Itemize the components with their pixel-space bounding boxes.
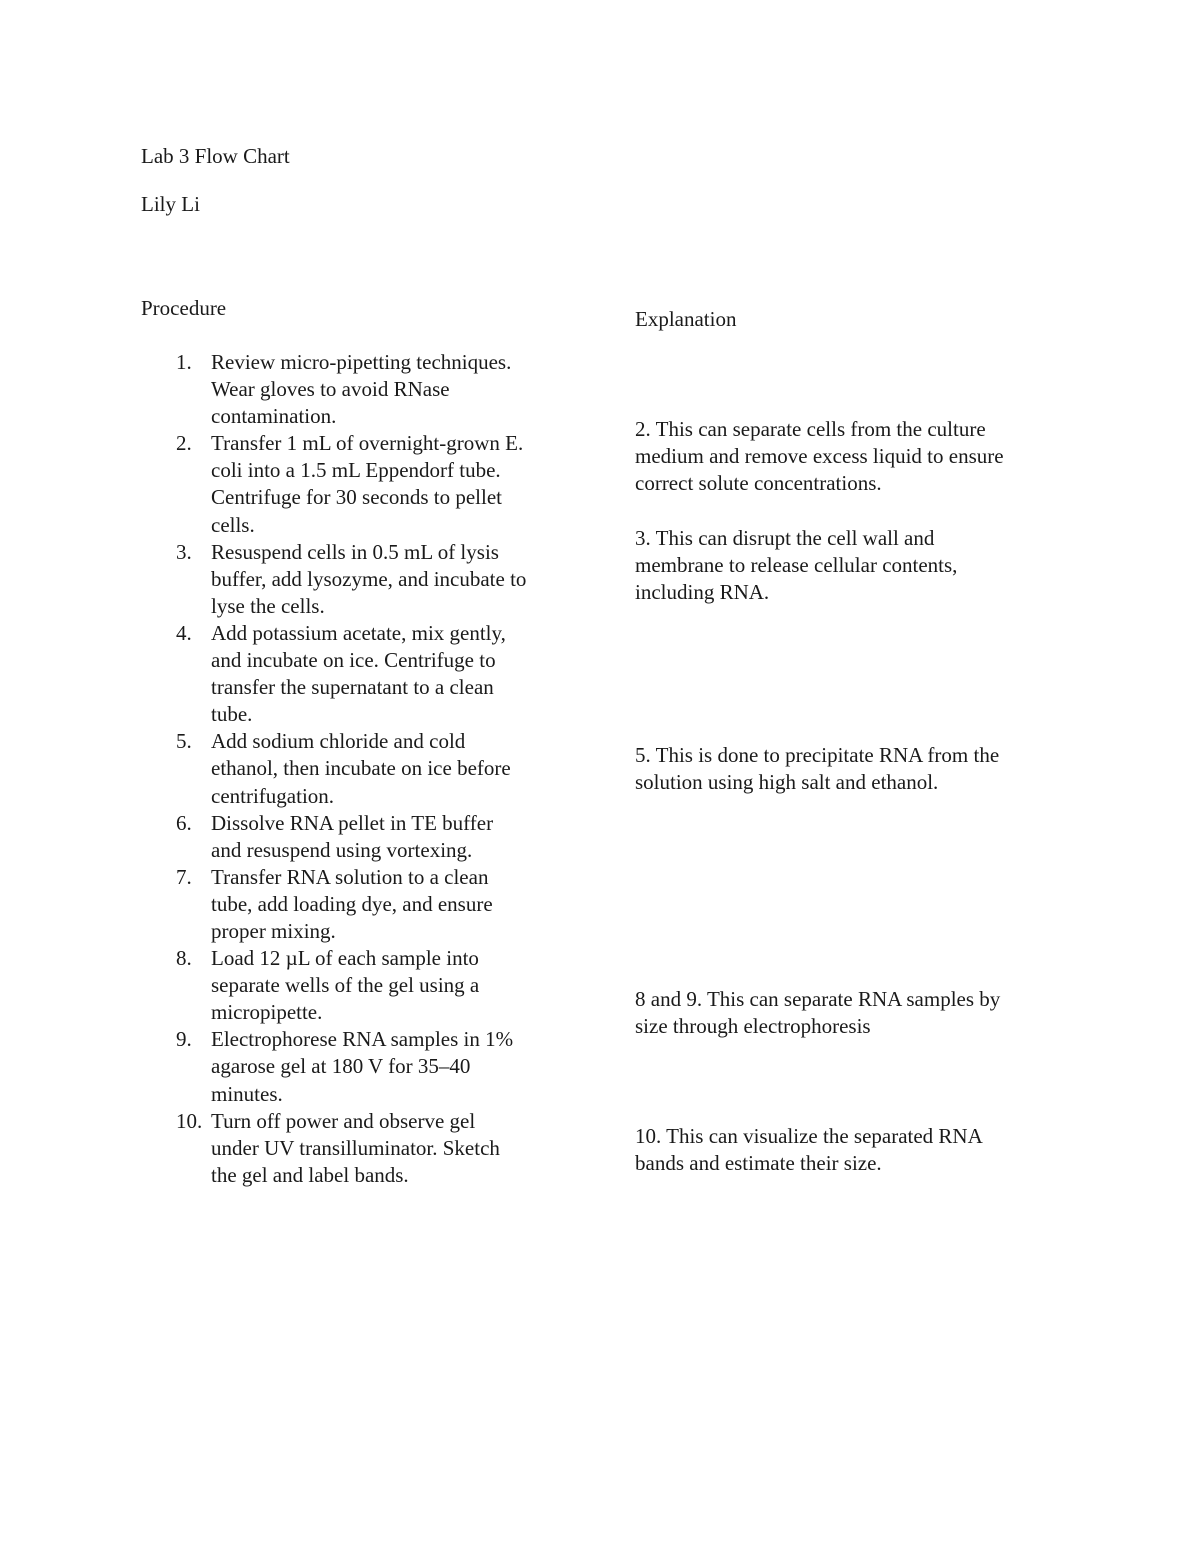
step-number: 6. — [176, 810, 192, 835]
explanation-heading: Explanation — [635, 307, 737, 331]
step-text: Electrophorese RNA samples in 1% agarose gel at 180 V for 35–40 minutes. — [211, 1027, 514, 1106]
step-text: Turn off power and observe gel under UV transilluminator. Sketch the gel and label bands. — [211, 1108, 500, 1187]
procedure-step-2 — [0, 430, 600, 538]
explanation-note-5: 5. This is done to precipitate RNA from the solution using high salt and ethanol. — [635, 743, 1000, 795]
step-number: 8. — [176, 946, 192, 971]
explanation-note-8-and-9: 8 and 9. This can separate RNA samples by size through electrophoresis — [635, 987, 1001, 1039]
procedure-list — [0, 349, 600, 1189]
step-text: Add sodium chloride and cold ethanol, then incubate on ice before centrifugation. — [211, 729, 511, 808]
procedure-step-5 — [0, 728, 600, 809]
step-text: Add potassium acetate, mix gently, and incubate on ice. Centrifuge to transfer the supernatant to a clean tube. — [211, 620, 506, 727]
step-text: Load 12 µL of each sample into separate wells of the gel using a micropipette. — [211, 946, 480, 1025]
explanation-note-2: 2. This can separate cells from the culture medium and remove excess liquid to ensure correct solute concentrations. — [635, 417, 1004, 496]
procedure-step-1 — [0, 349, 600, 430]
step-text: Transfer RNA solution to a clean tube, add loading dye, and ensure proper mixing. — [211, 864, 493, 943]
step-number: 9. — [176, 1027, 192, 1052]
step-text: Review micro-pipetting techniques. Wear gloves to avoid RNase contamination. — [211, 350, 512, 429]
procedure-step-10 — [0, 1108, 600, 1189]
step-text: Dissolve RNA pellet in TE buffer and resuspend using vortexing. — [211, 810, 494, 862]
procedure-step-3 — [0, 539, 600, 620]
procedure-step-9 — [0, 1026, 600, 1107]
procedure-step-4 — [0, 620, 600, 728]
procedure-step-6 — [0, 810, 600, 864]
step-number: 10. — [176, 1108, 203, 1133]
document-title: Lab 3 Flow Chart — [141, 144, 290, 168]
procedure-heading: Procedure — [141, 296, 227, 320]
step-text: Resuspend cells in 0.5 mL of lysis buffer, add lysozyme, and incubate to lyse the cells. — [211, 539, 527, 618]
procedure-step-7 — [0, 864, 600, 945]
explanation-note-10: 10. This can visualize the separated RNA bands and estimate their size. — [635, 1124, 983, 1176]
document-author: Lily Li — [141, 192, 200, 216]
step-number: 3. — [176, 539, 192, 564]
procedure-step-8 — [0, 945, 600, 1026]
step-number: 2. — [176, 431, 192, 456]
step-number: 7. — [176, 864, 192, 889]
step-text: Transfer 1 mL of overnight-grown E. coli into a 1.5 mL Eppendorf tube. Centrifuge for 30 seconds to pellet cells. — [211, 431, 524, 537]
step-number: 1. — [176, 350, 192, 374]
step-number: 5. — [176, 729, 192, 754]
explanation-note-3: 3. This can disrupt the cell wall and membrane to release cellular contents, including RNA. — [635, 526, 958, 605]
step-number: 4. — [176, 620, 192, 645]
